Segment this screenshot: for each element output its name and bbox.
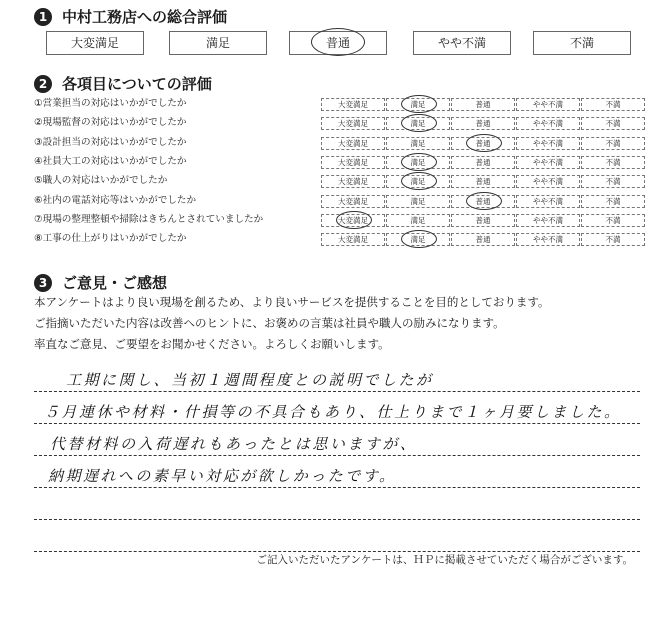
- question-option[interactable]: 大変満足: [321, 233, 385, 246]
- intro-line: 本アンケートはより良い現場を創るため、より良いサービスを提供することを目的としております。: [34, 295, 550, 309]
- question-label: ⑤職人の対応はいかがでしたか: [34, 175, 168, 187]
- overall-option[interactable]: やや不満: [413, 31, 511, 55]
- overall-option[interactable]: 不満: [533, 31, 631, 55]
- comment-line: [34, 455, 640, 456]
- question-label: ③設計担当の対応はいかがでしたか: [34, 136, 187, 148]
- question-option[interactable]: 普通: [451, 156, 515, 169]
- question-option[interactable]: 普通: [451, 195, 515, 208]
- section3-heading: [34, 272, 167, 293]
- question-option[interactable]: 満足: [386, 117, 450, 130]
- question-option[interactable]: 普通: [451, 137, 515, 150]
- section1-heading: [34, 6, 227, 27]
- question-option[interactable]: 満足: [386, 233, 450, 246]
- question-option[interactable]: やや不満: [516, 175, 580, 188]
- intro-line: ご指摘いただいた内容は改善へのヒントに、お褒めの言葉は社員や職人の励みになります。: [34, 316, 505, 330]
- question-option[interactable]: 大変満足: [321, 117, 385, 130]
- comment-line: [34, 423, 640, 424]
- question-option[interactable]: 大変満足: [321, 137, 385, 150]
- question-option[interactable]: 不満: [581, 214, 645, 227]
- selected-circle-mark: [466, 192, 502, 210]
- question-option[interactable]: 満足: [386, 214, 450, 227]
- question-option[interactable]: 大変満足: [321, 175, 385, 188]
- handwritten-comment: ５月連休や材料・什損等の不具合もあり、仕上りまで１ヶ月要しました。: [44, 403, 622, 421]
- question-option[interactable]: 大変満足: [321, 98, 385, 111]
- question-option[interactable]: 普通: [451, 233, 515, 246]
- question-option[interactable]: 不満: [581, 233, 645, 246]
- handwritten-comment: 代替材料の入荷遅れもあったとは思いますが、: [50, 435, 418, 453]
- question-option[interactable]: やや不満: [516, 117, 580, 130]
- selected-circle-mark: [401, 95, 437, 113]
- question-option[interactable]: 不満: [581, 175, 645, 188]
- section3-title: ご意見・ご感想: [62, 274, 168, 292]
- overall-option[interactable]: 大変満足: [46, 31, 144, 55]
- question-option[interactable]: 不満: [581, 156, 645, 169]
- question-option[interactable]: やや不満: [516, 137, 580, 150]
- intro-line: 率直なご意見、ご要望をお聞かせください。よろしくお願いします。: [34, 337, 390, 351]
- question-option[interactable]: 大変満足: [321, 195, 385, 208]
- question-option[interactable]: やや不満: [516, 233, 580, 246]
- question-option[interactable]: 満足: [386, 137, 450, 150]
- selected-circle-mark: [466, 134, 502, 152]
- overall-option[interactable]: 満足: [169, 31, 267, 55]
- question-option[interactable]: 不満: [581, 137, 645, 150]
- section3-number-badge: 3: [34, 274, 52, 292]
- section2-heading: [34, 73, 212, 94]
- section2-title: 各項目についての評価: [62, 75, 212, 93]
- question-label: ①営業担当の対応はいかがでしたか: [34, 98, 187, 109]
- question-option[interactable]: 満足: [386, 195, 450, 208]
- comment-line: [34, 519, 640, 520]
- question-option[interactable]: 不満: [581, 98, 645, 111]
- footer-note: ご記入いただいたアンケートは、ＨＰに掲載させていただく場合がございます。: [256, 554, 633, 566]
- question-option[interactable]: 大変満足: [321, 156, 385, 169]
- handwritten-comment: 工期に関し、当初１週間程度との説明でしたが: [66, 371, 434, 389]
- selected-circle-mark: [311, 28, 365, 56]
- selected-circle-mark: [401, 153, 437, 171]
- selected-circle-mark: [401, 230, 437, 248]
- question-option[interactable]: やや不満: [516, 195, 580, 208]
- question-option[interactable]: 普通: [451, 98, 515, 111]
- handwritten-comment: 納期遅れへの素早い対応が欲しかったです。: [48, 467, 397, 485]
- section1-title: 中村工務店への総合評価: [62, 8, 228, 26]
- question-option[interactable]: やや不満: [516, 156, 580, 169]
- selected-circle-mark: [336, 211, 372, 229]
- question-option[interactable]: 普通: [451, 175, 515, 188]
- question-option[interactable]: やや不満: [516, 98, 580, 111]
- intro-text: [34, 292, 549, 355]
- section2-number-badge: 2: [34, 75, 52, 93]
- question-label: ⑧工事の仕上がりはいかがでしたか: [34, 233, 187, 245]
- question-option[interactable]: やや不満: [516, 214, 580, 227]
- question-option[interactable]: 不満: [581, 195, 645, 208]
- question-label: ④社員大工の対応はいかがでしたか: [34, 155, 187, 167]
- question-label: ⑥社内の電話対応等はいかがでしたか: [34, 194, 197, 206]
- comment-line: [34, 391, 640, 392]
- question-option[interactable]: 普通: [451, 214, 515, 227]
- section1-number-badge: 1: [34, 8, 52, 26]
- question-option[interactable]: 普通: [451, 117, 515, 130]
- question-option[interactable]: 満足: [386, 98, 450, 111]
- question-option[interactable]: 不満: [581, 117, 645, 130]
- overall-option[interactable]: 普通: [289, 31, 387, 55]
- question-option[interactable]: 満足: [386, 175, 450, 188]
- question-option[interactable]: 満足: [386, 156, 450, 169]
- question-option[interactable]: 大変満足: [321, 214, 385, 227]
- comment-line: [34, 487, 640, 488]
- question-label: ②現場監督の対応はいかがでしたか: [34, 117, 187, 129]
- question-label: ⑦現場の整理整頓や掃除はきちんとされていましたか: [34, 213, 264, 225]
